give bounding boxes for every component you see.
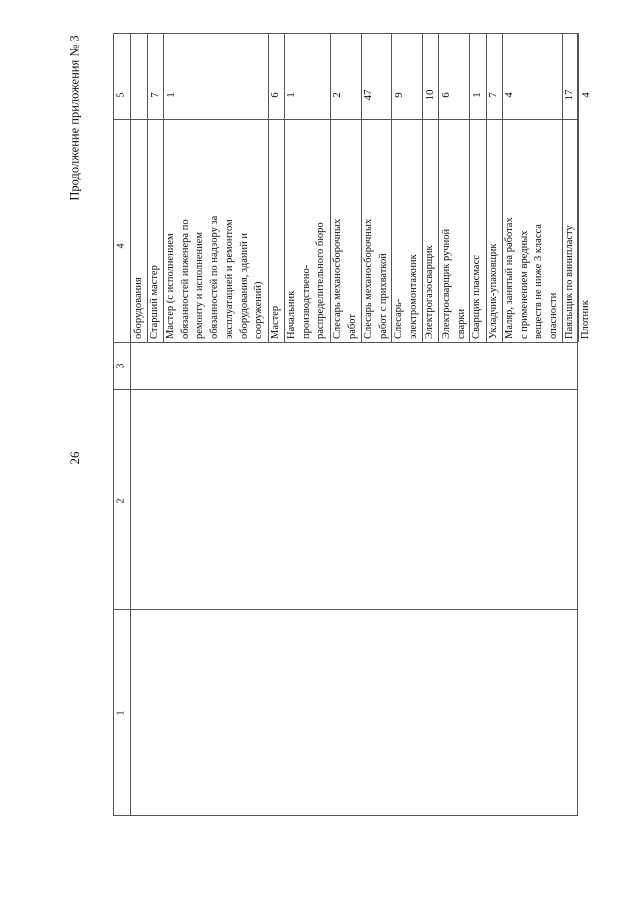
header-separator	[130, 33, 131, 816]
position-title-line: ремонту и исполнением	[194, 231, 206, 339]
table-row-position	[440, 122, 469, 339]
position-title-line: оборудования	[133, 277, 144, 339]
column-header-5: 5	[115, 92, 127, 98]
table-border-bottom	[113, 815, 578, 816]
table-row-position	[362, 122, 391, 339]
table-row-position	[563, 122, 578, 339]
position-title-line: Старший мастер	[149, 265, 161, 339]
employee-count: 4	[579, 92, 592, 98]
table-row-position	[164, 122, 267, 339]
position-title-line: производствено-	[300, 264, 312, 339]
position-title-line: распределительного бюро	[315, 222, 327, 339]
table-row-position	[487, 122, 502, 339]
position-title-line: Маляр, занятый на работах	[503, 217, 515, 339]
position-title-line: обязанностей инженера по	[180, 219, 192, 339]
position-title-line: эксплуатацией и ремонтом	[224, 219, 236, 339]
employee-count: 9	[392, 92, 405, 98]
position-title-line: сварки	[455, 308, 467, 339]
position-title-line: Слесарь механосборочных	[362, 218, 374, 339]
position-title-line: Слесарь-	[393, 298, 405, 339]
table-row-position	[503, 122, 562, 339]
page-number: 26	[67, 451, 82, 465]
employee-count: 4	[503, 92, 516, 98]
column-header-4: 4	[115, 243, 127, 249]
table-row-position	[579, 122, 594, 339]
employee-count: 10	[423, 89, 436, 101]
position-title-line: Электросварщик ручной	[440, 228, 452, 339]
position-title-line: веществ не ниже 3 класса	[533, 224, 545, 339]
table-row-position	[331, 122, 360, 339]
column-divider-3-4	[113, 342, 578, 343]
table-row-position	[132, 122, 147, 339]
column-header-3: 3	[115, 363, 127, 369]
position-title-line: электромонтажник	[408, 254, 420, 339]
position-title-line: Мастер (с исполнением	[165, 233, 177, 339]
position-title-line: обязанностей по надзору за	[209, 215, 221, 339]
position-title-line: с применением вредных	[518, 230, 530, 339]
employee-count: 1	[470, 92, 483, 98]
employee-count: 6	[439, 92, 452, 98]
staff-table	[113, 33, 592, 816]
position-title-line: сооружений)	[253, 281, 265, 339]
employee-count: 2	[330, 92, 343, 98]
row-separator	[438, 33, 439, 342]
table-border-left	[113, 33, 114, 816]
appendix-title: Продолжение приложения № 3	[67, 35, 82, 201]
column-header-1: 1	[115, 710, 127, 716]
table-row-position	[269, 122, 284, 339]
employee-count: 17	[563, 89, 576, 101]
column-divider-4-5	[113, 119, 578, 120]
position-title-line: Паяльщик по винипласту	[564, 225, 576, 339]
column-header-2: 2	[115, 498, 127, 504]
position-title-line: Сварщик пласмасс	[471, 255, 483, 339]
employee-count: 6	[269, 92, 282, 98]
table-row-position	[392, 122, 421, 339]
column-divider-2-3	[113, 389, 578, 390]
table-border-top	[113, 33, 578, 34]
table-row-position	[423, 122, 438, 339]
table-row-position	[470, 122, 485, 339]
position-title-line: Укладчик-упаковщик	[487, 243, 499, 339]
employee-count: 1	[164, 92, 177, 98]
employee-count: 7	[486, 92, 499, 98]
position-title-line: Начальник	[286, 290, 297, 339]
employee-count: 1	[285, 92, 298, 98]
position-title-line: работ с прихваткой	[377, 253, 389, 339]
employee-count: 7	[148, 92, 161, 98]
table-row-position	[148, 122, 163, 339]
position-title-line: Электрогазосварщик	[424, 245, 436, 339]
employee-count: 47	[361, 89, 374, 101]
position-title-line: работ	[346, 314, 358, 339]
column-divider-1-2	[113, 609, 578, 610]
position-title-line: опасности	[547, 292, 559, 339]
position-title-line: оборудования, зданий и	[238, 233, 250, 339]
position-title-line: Плотник	[580, 300, 592, 339]
position-title-line: Слесарь механосборочных	[331, 218, 343, 339]
table-row-position	[285, 122, 329, 339]
position-title-line: Мастер	[269, 305, 281, 339]
